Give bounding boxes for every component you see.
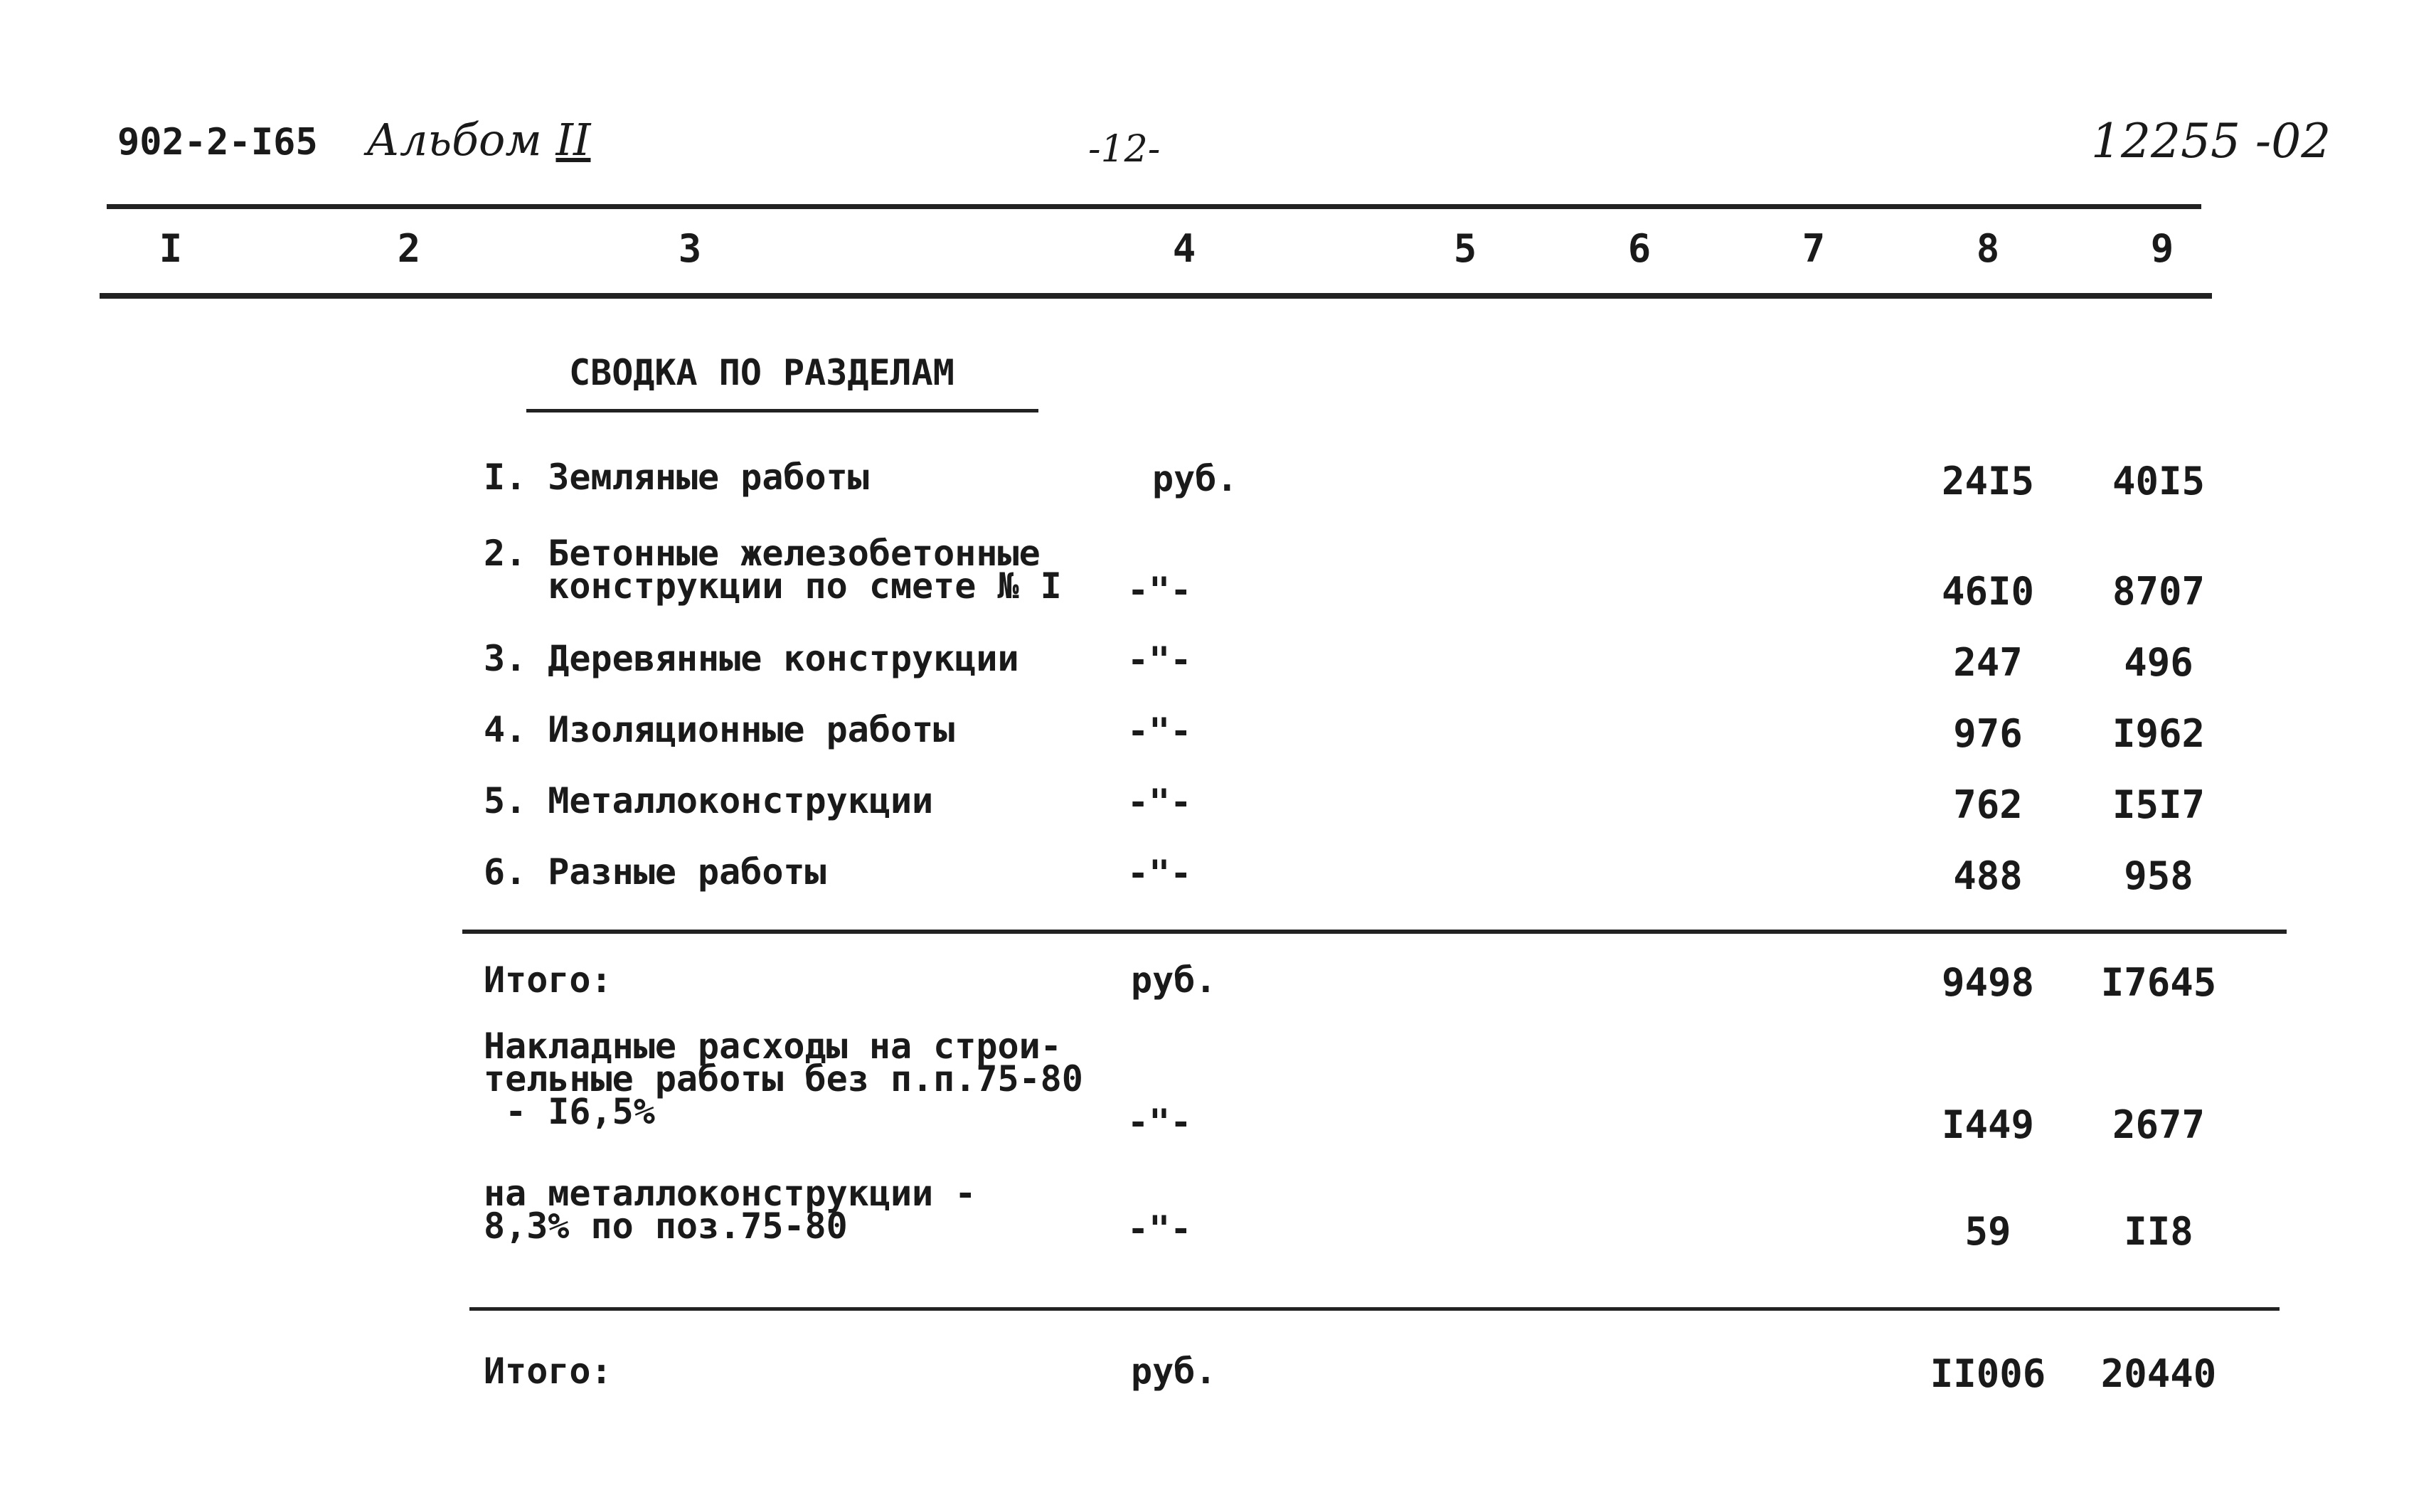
subtotal-label: Итого: — [484, 959, 612, 1001]
row-col8: 46I0 — [1941, 569, 2035, 614]
overhead-unit: -"- — [1127, 1208, 1192, 1250]
overhead-col9: II8 — [2124, 1209, 2193, 1254]
subtotal-col9: I7645 — [2100, 960, 2217, 1005]
album-numeral: II — [555, 114, 591, 166]
row-name: 6. Разные работы — [484, 851, 826, 893]
row-name: 2. Бетонные железобетонные конструкции по смете № I — [484, 533, 1062, 607]
overhead-col8: I449 — [1941, 1102, 2035, 1147]
total-col8: II006 — [1930, 1351, 2046, 1396]
row-col8: 976 — [1953, 711, 2023, 756]
col-number-5: 5 — [1453, 226, 1477, 271]
doc-code: 902-2-I65 — [117, 121, 318, 164]
row-col9: 8707 — [2112, 569, 2206, 614]
subtotal-col8: 9498 — [1941, 960, 2035, 1005]
row-col9: 496 — [2124, 640, 2193, 685]
row-unit: руб. — [1152, 458, 1238, 499]
row-unit: -"- — [1127, 570, 1192, 611]
overhead-col9: 2677 — [2112, 1102, 2206, 1147]
total-col9: 20440 — [2100, 1351, 2217, 1396]
col-number-7: 7 — [1802, 226, 1826, 271]
sheet-code: 12255 -02 — [2091, 114, 2331, 169]
overhead-col8: 59 — [1964, 1209, 2011, 1254]
total-unit: руб. — [1131, 1351, 1217, 1392]
row-col9: 40I5 — [2112, 459, 2206, 504]
page-number: -12- — [1088, 128, 1161, 171]
row-name: 4. Изоляционные работы — [484, 709, 955, 750]
col-number-3: 3 — [678, 226, 702, 271]
row-col8: 247 — [1953, 640, 2023, 685]
total-rule — [469, 1307, 2280, 1311]
total-label: Итого: — [484, 1351, 612, 1392]
col-number-2: 2 — [397, 226, 421, 271]
overhead-name: Накладные расходы на строи- тельные работы без п.п.75-80 - I6,5% — [484, 1026, 1083, 1132]
row-unit: -"- — [1127, 782, 1192, 823]
row-col8: 762 — [1953, 782, 2023, 827]
col-number-1: I — [159, 226, 183, 271]
row-col9: I962 — [2112, 711, 2206, 756]
row-name: I. Земляные работы — [484, 457, 869, 498]
col-number-9: 9 — [2150, 226, 2174, 271]
row-name: 5. Металлоконструкции — [484, 780, 934, 821]
row-col9: 958 — [2124, 853, 2193, 898]
row-unit: -"- — [1127, 853, 1192, 894]
row-unit: -"- — [1127, 639, 1192, 681]
row-unit: -"- — [1127, 710, 1192, 752]
col-number-4: 4 — [1172, 226, 1196, 271]
overhead-unit: -"- — [1127, 1102, 1192, 1143]
row-col8: 488 — [1953, 853, 2023, 898]
subtotal-rule — [462, 930, 2287, 934]
header-bottom-rule — [100, 293, 2212, 299]
col-number-6: 6 — [1627, 226, 1652, 271]
album-label — [366, 114, 590, 166]
album-text: Альбом — [366, 114, 542, 166]
top-rule — [107, 204, 2201, 209]
row-col8: 24I5 — [1941, 459, 2035, 504]
section-title: СВОДКА ПО РАЗДЕЛАМ — [569, 352, 954, 393]
row-col9: I5I7 — [2112, 782, 2206, 827]
subtotal-unit: руб. — [1131, 959, 1217, 1001]
row-name: 3. Деревянные конструкции — [484, 638, 1019, 679]
overhead-name: на металлоконструкции - 8,3% по поз.75-80 — [484, 1173, 977, 1247]
section-title-underline — [526, 409, 1038, 412]
col-number-8: 8 — [1976, 226, 2000, 271]
